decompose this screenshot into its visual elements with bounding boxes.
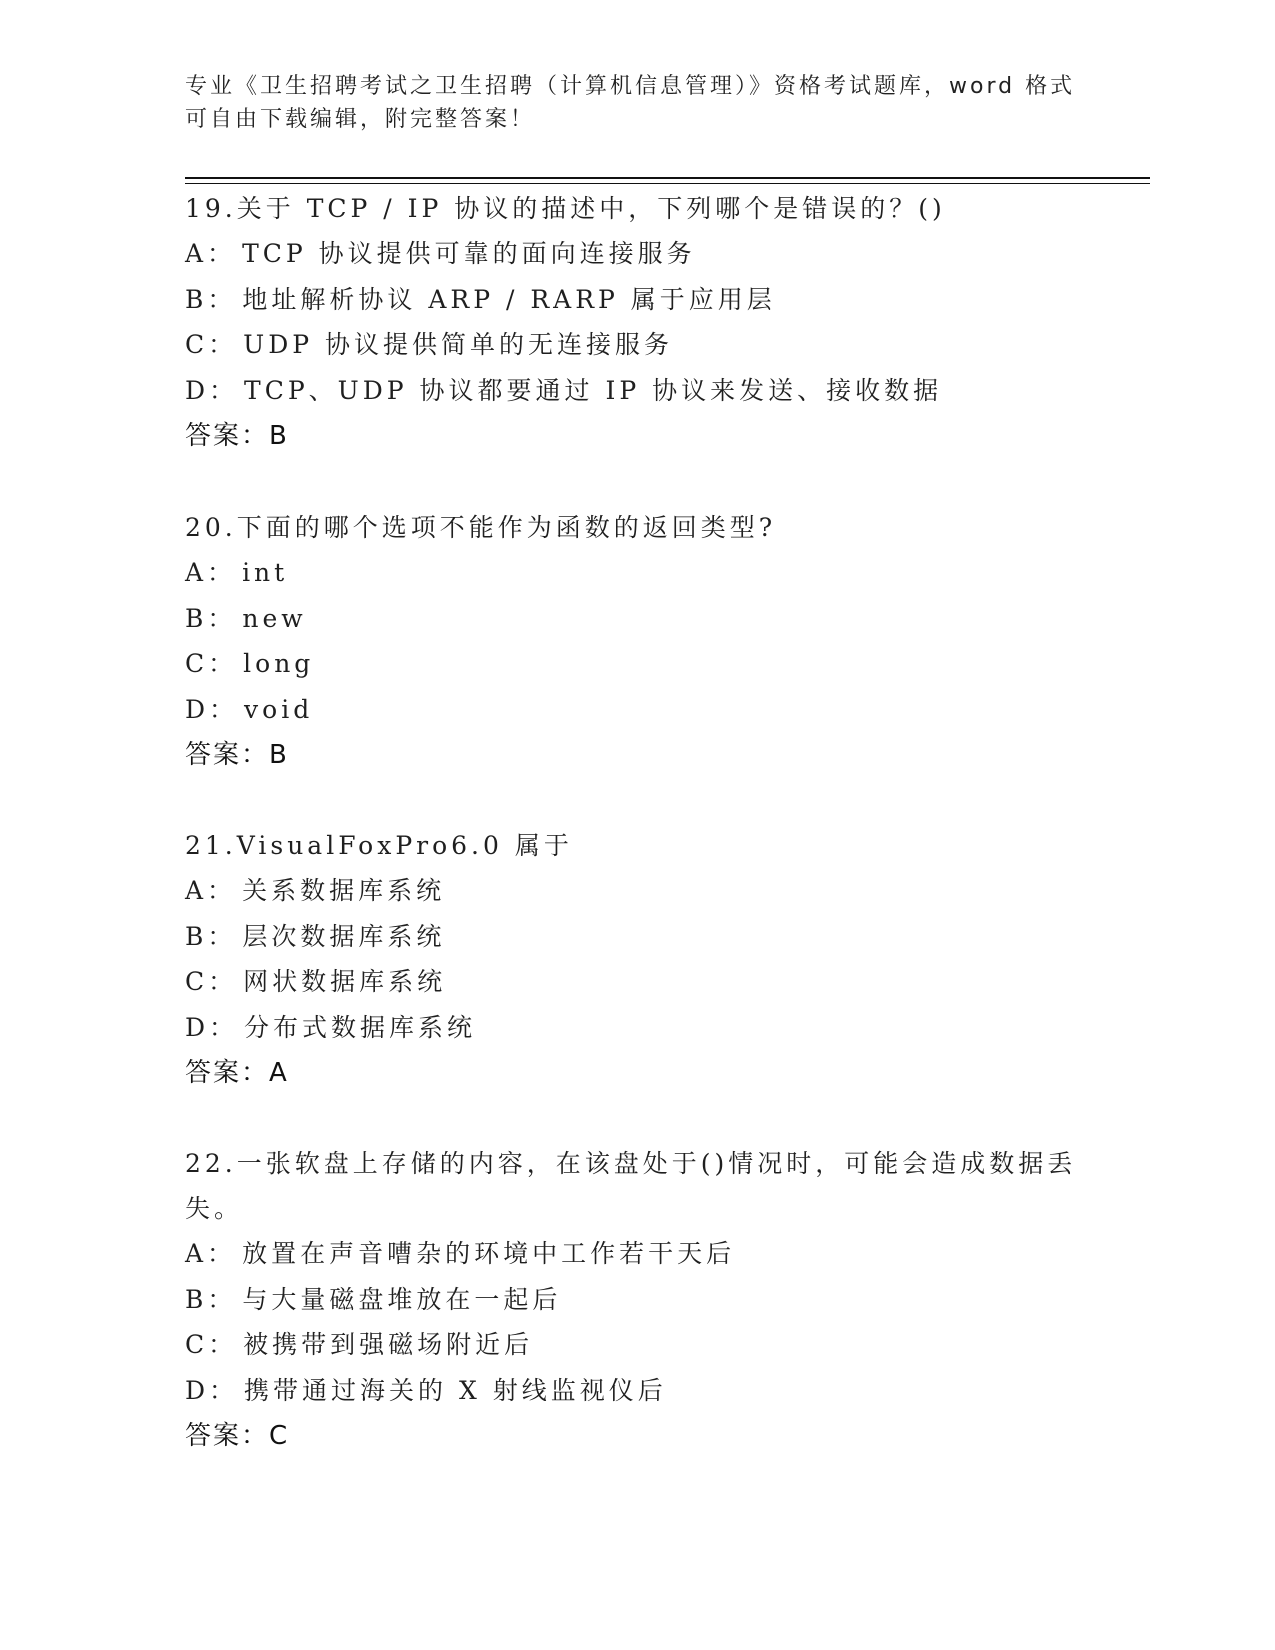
option-c bbox=[185, 641, 1085, 687]
option-c bbox=[185, 959, 1085, 1005]
option-label: B： bbox=[185, 921, 237, 951]
option-text: 携带通过海关的 X 射线监视仪后 bbox=[244, 1375, 667, 1405]
option-d bbox=[185, 368, 1085, 414]
option-label: A： bbox=[185, 876, 237, 905]
option-label: D： bbox=[185, 1375, 239, 1405]
option-a bbox=[185, 550, 1085, 596]
option-c bbox=[185, 322, 1085, 368]
question-stem: 19.关于 TCP / IP 协议的描述中，下列哪个是错误的？() bbox=[185, 194, 946, 223]
option-d bbox=[185, 1368, 1085, 1414]
answer-line: 答案：B bbox=[185, 421, 289, 451]
option-text: new bbox=[242, 603, 307, 633]
option-text: UDP 协议提供简单的无连接服务 bbox=[243, 330, 674, 359]
option-text: TCP、UDP 协议都要通过 IP 协议来发送、接收数据 bbox=[244, 375, 943, 405]
option-label: B： bbox=[185, 603, 237, 633]
question-20 bbox=[185, 505, 1085, 778]
option-label: C： bbox=[185, 967, 238, 996]
option-b bbox=[185, 277, 1085, 323]
option-b bbox=[185, 1277, 1085, 1323]
option-label: C： bbox=[185, 1330, 238, 1359]
option-label: D： bbox=[185, 375, 239, 405]
question-stem: 22.一张软盘上存储的内容，在该盘处于()情况时，可能会造成数据丢失。 bbox=[185, 1149, 1077, 1223]
option-label: C： bbox=[185, 649, 238, 678]
option-label: A： bbox=[185, 239, 237, 268]
question-stem: 20.下面的哪个选项不能作为函数的返回类型? bbox=[185, 513, 777, 542]
option-text: 地址解析协议 ARP / RARP 属于应用层 bbox=[242, 284, 776, 314]
option-text: 与大量磁盘堆放在一起后 bbox=[242, 1284, 562, 1314]
question-21 bbox=[185, 823, 1085, 1096]
header-line-1: 专业《卫生招聘考试之卫生招聘（计算机信息管理）》资格考试题库，word 格式 bbox=[185, 74, 1076, 99]
header-divider-thick bbox=[185, 177, 1150, 179]
option-label: D： bbox=[185, 694, 239, 724]
option-text: int bbox=[242, 558, 289, 587]
option-text: 被携带到强磁场附近后 bbox=[243, 1330, 534, 1359]
header-divider-thin bbox=[185, 183, 1150, 184]
question-22 bbox=[185, 1141, 1085, 1459]
answer-line: 答案：A bbox=[185, 1058, 289, 1088]
option-label: A： bbox=[185, 1239, 237, 1268]
option-label: B： bbox=[185, 1284, 237, 1314]
option-a bbox=[185, 1231, 1085, 1277]
question-stem: 21.VisualFoxPro6.0 属于 bbox=[185, 831, 573, 860]
option-label: D： bbox=[185, 1012, 239, 1042]
option-text: 放置在声音嘈杂的环境中工作若干天后 bbox=[242, 1239, 736, 1268]
answer-line: 答案：C bbox=[185, 1421, 290, 1451]
answer-line: 答案：B bbox=[185, 740, 289, 770]
option-text: 层次数据库系统 bbox=[242, 921, 446, 951]
option-b bbox=[185, 914, 1085, 960]
option-text: void bbox=[244, 694, 314, 724]
option-text: long bbox=[243, 649, 315, 678]
option-label: C： bbox=[185, 330, 238, 359]
option-d bbox=[185, 1005, 1085, 1051]
option-text: TCP 协议提供可靠的面向连接服务 bbox=[242, 239, 696, 268]
option-a bbox=[185, 231, 1085, 277]
option-a bbox=[185, 868, 1085, 914]
option-label: B： bbox=[185, 284, 237, 314]
option-d bbox=[185, 687, 1085, 733]
option-text: 网状数据库系统 bbox=[243, 967, 447, 996]
option-c bbox=[185, 1322, 1085, 1368]
option-label: A： bbox=[185, 558, 237, 587]
option-text: 关系数据库系统 bbox=[242, 876, 446, 905]
document-header bbox=[185, 70, 1076, 136]
option-b bbox=[185, 596, 1085, 642]
header-line-2: 可自由下载编辑，附完整答案！ bbox=[185, 107, 536, 132]
option-text: 分布式数据库系统 bbox=[244, 1012, 477, 1042]
question-19 bbox=[185, 186, 1085, 459]
